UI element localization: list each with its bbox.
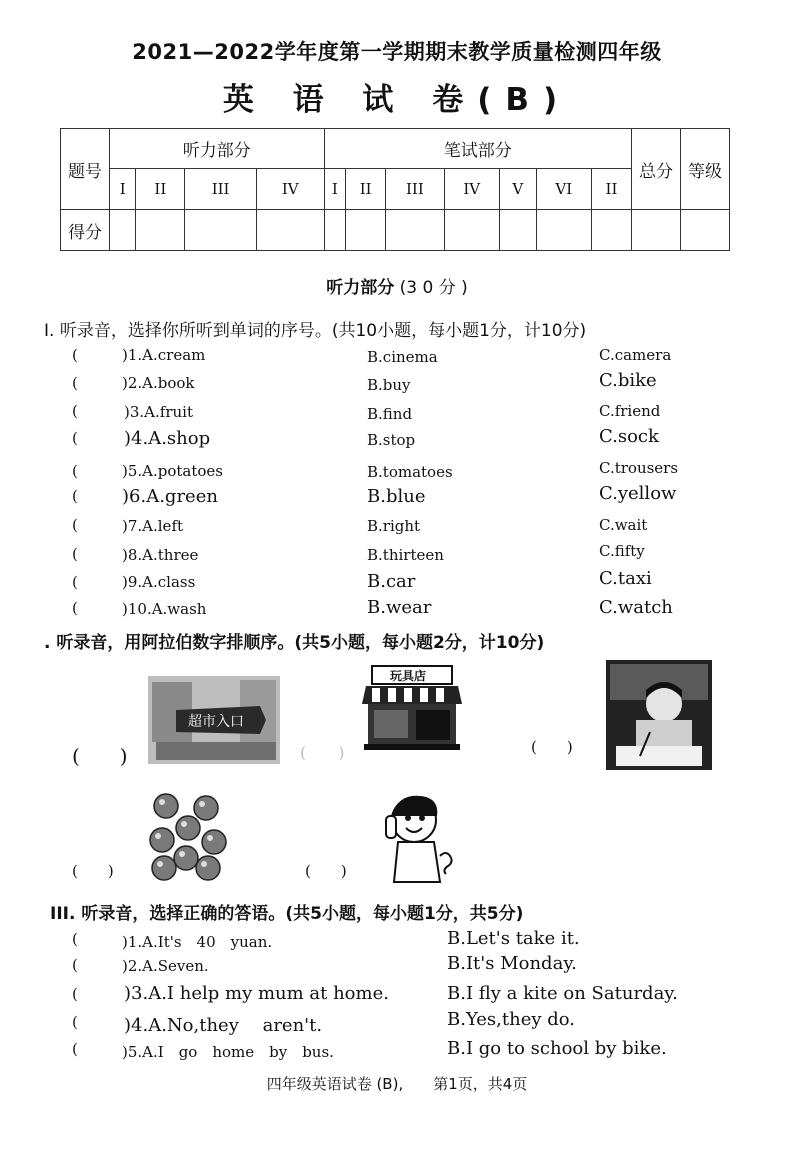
question-option-b: B.car xyxy=(367,571,416,592)
question-option-a: )3.A.I help my mum at home. xyxy=(124,983,389,1004)
score-cell[interactable] xyxy=(499,210,536,251)
header-writing: 笔试部分 xyxy=(324,129,631,169)
question-option-a: )1.A.It's 40 yuan. xyxy=(122,933,273,951)
score-cell[interactable] xyxy=(536,210,591,251)
question-option-a: )7.A.left xyxy=(122,517,184,535)
col-writing-4: IV xyxy=(444,169,499,210)
supermarket-sign-text: 超市入口 xyxy=(188,714,244,730)
col-listening-1: I xyxy=(110,169,136,210)
answer-paren[interactable]: ( xyxy=(72,599,78,617)
answer-paren[interactable]: ( xyxy=(72,1040,78,1058)
answer-paren[interactable]: ( xyxy=(72,516,78,534)
exam-title-line1: 2021—2022学年度第一学期期末教学质量检测四年级 xyxy=(132,40,662,64)
header-total: 总分 xyxy=(632,129,681,210)
part2-heading: . 听录音，用阿拉伯数字排顺序。(共5小题，每小题2分，计10分) xyxy=(44,633,545,653)
part3-heading: III. 听录音，选择正确的答语。(共5小题，每小题1分，共5分) xyxy=(50,904,524,924)
question-option-a: )4.A.shop xyxy=(124,428,211,449)
question-option-c: C.yellow xyxy=(599,483,677,504)
section-title-points: (3 0 分 ) xyxy=(399,278,468,298)
question-option-b: B.stop xyxy=(367,431,416,449)
score-table xyxy=(60,128,730,251)
question-option-c: C.trousers xyxy=(599,459,679,477)
question-option-b: B.thirteen xyxy=(367,546,444,564)
question-option-b: B.blue xyxy=(367,486,426,507)
answer-paren-pair[interactable]: ( ) xyxy=(531,738,573,756)
score-cell[interactable] xyxy=(185,210,257,251)
question-option-c: C.bike xyxy=(599,370,657,391)
question-option-a: )10.A.wash xyxy=(122,600,207,618)
section-title xyxy=(0,273,794,298)
question-option-b: B.wear xyxy=(367,597,432,618)
col-writing-2: II xyxy=(346,169,386,210)
answer-paren[interactable]: ( xyxy=(72,374,78,392)
col-listening-4: IV xyxy=(256,169,324,210)
question-option-b: B.Yes,they do. xyxy=(447,1009,576,1030)
supermarket-entrance-image xyxy=(148,676,280,764)
question-option-b: B.I fly a kite on Saturday. xyxy=(447,983,678,1004)
col-writing-7: II xyxy=(591,169,631,210)
answer-paren[interactable]: ( xyxy=(72,545,78,563)
question-option-c: C.camera xyxy=(599,346,672,364)
col-writing-3: III xyxy=(386,169,444,210)
col-writing-6: VI xyxy=(536,169,591,210)
question-option-a: )2.A.Seven. xyxy=(122,957,209,975)
exam-title-line2: 英 语 试 卷(B) xyxy=(222,82,572,118)
question-option-c: C.wait xyxy=(599,516,648,534)
question-option-c: C.taxi xyxy=(599,568,652,589)
boy-writing-image xyxy=(606,660,712,770)
question-option-b: B.buy xyxy=(367,376,411,394)
answer-paren[interactable]: ( xyxy=(72,985,78,1003)
score-cell[interactable] xyxy=(346,210,386,251)
question-option-c: C.friend xyxy=(599,402,661,420)
answer-paren[interactable]: ( xyxy=(72,402,78,420)
question-option-c: C.sock xyxy=(599,426,659,447)
question-option-a: )8.A.three xyxy=(122,546,199,564)
score-cell[interactable] xyxy=(386,210,444,251)
answer-paren[interactable]: ( xyxy=(72,429,78,447)
label-score: 得分 xyxy=(61,210,110,251)
header-listening: 听力部分 xyxy=(110,129,325,169)
col-writing-5: V xyxy=(499,169,536,210)
answer-paren[interactable]: ( xyxy=(72,573,78,591)
question-option-a: )4.A.No,they aren't. xyxy=(124,1015,323,1036)
question-option-b: B.right xyxy=(367,517,421,535)
question-option-c: C.watch xyxy=(599,597,673,618)
question-option-a: )5.A.potatoes xyxy=(122,462,224,480)
score-cell[interactable] xyxy=(324,210,346,251)
answer-paren[interactable]: ( xyxy=(72,346,78,364)
question-option-a: )3.A.fruit xyxy=(124,403,193,421)
score-cell[interactable] xyxy=(444,210,499,251)
answer-paren[interactable]: ( xyxy=(72,487,78,505)
question-option-b: B.tomatoes xyxy=(367,463,453,481)
answer-paren-pair[interactable]: ( ) xyxy=(72,862,114,880)
answer-paren[interactable]: ( xyxy=(72,1013,78,1031)
header-grade: 等级 xyxy=(681,129,730,210)
score-cell[interactable] xyxy=(136,210,185,251)
score-cell[interactable] xyxy=(632,210,681,251)
score-cell[interactable] xyxy=(591,210,631,251)
question-option-b: B.find xyxy=(367,405,413,423)
apples-image xyxy=(148,790,230,882)
answer-paren-pair[interactable]: ( ) xyxy=(72,744,128,768)
question-option-a: )6.A.green xyxy=(122,486,218,507)
score-cell[interactable] xyxy=(681,210,730,251)
col-writing-1: I xyxy=(324,169,346,210)
answer-paren[interactable]: ( xyxy=(72,956,78,974)
part1-heading: I. 听录音，选择你所听到单词的序号。(共10小题，每小题1分，计10分) xyxy=(44,321,587,341)
question-option-b: B.I go to school by bike. xyxy=(447,1038,667,1059)
col-listening-3: III xyxy=(185,169,257,210)
col-listening-2: II xyxy=(136,169,185,210)
label-question-no: 题号 xyxy=(61,129,110,210)
question-option-b: B.It's Monday. xyxy=(447,953,577,974)
toy-shop-sign-text: 玩具店 xyxy=(390,669,427,683)
boy-on-phone-image xyxy=(380,786,464,886)
question-option-b: B.Let's take it. xyxy=(447,928,580,949)
answer-paren-pair[interactable]: ( ) xyxy=(305,862,347,880)
answer-paren[interactable]: ( xyxy=(72,462,78,480)
section-title-bold: 听力部分 xyxy=(326,278,395,298)
toy-shop-image xyxy=(360,664,464,752)
question-option-a: )2.A.book xyxy=(122,374,195,392)
answer-paren[interactable]: ( xyxy=(72,930,78,948)
question-option-c: C.fifty xyxy=(599,542,645,560)
question-option-a: )5.A.I go home by bus. xyxy=(122,1043,334,1061)
page-footer: 四年级英语试卷 (B), 第1页，共4页 xyxy=(266,1075,528,1093)
score-cell[interactable] xyxy=(256,210,324,251)
question-option-a: )9.A.class xyxy=(122,573,196,591)
question-option-b: B.cinema xyxy=(367,348,438,366)
question-option-a: )1.A.cream xyxy=(122,346,206,364)
answer-paren-pair[interactable]: ( ) xyxy=(300,743,345,762)
score-cell[interactable] xyxy=(110,210,136,251)
